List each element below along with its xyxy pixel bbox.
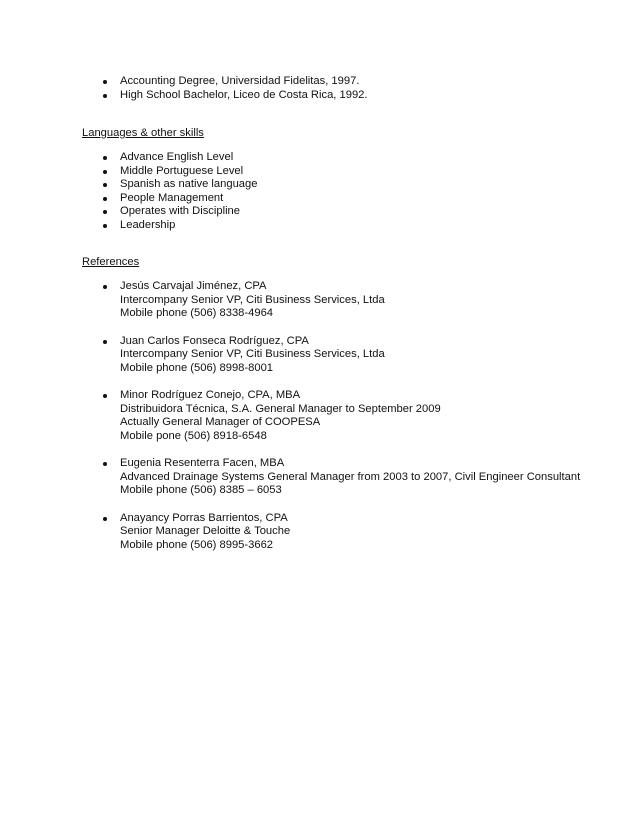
skill-item: Operates with Discipline (101, 205, 257, 219)
reference-phone: Mobile phone (506) 8995-3662 (120, 538, 274, 551)
reference-item (101, 335, 580, 376)
skills-list (101, 151, 257, 232)
reference-phone: Mobile phone (506) 8385 – 6053 (120, 484, 282, 496)
reference-phone: Mobile phone (506) 8338-4964 (120, 307, 274, 319)
skill-item: Leadership (101, 219, 257, 233)
reference-position: Senior Manager Deloitte & Touche (120, 525, 291, 537)
reference-item (101, 280, 580, 321)
reference-phone: Mobile phone (506) 8998-8001 (120, 361, 274, 374)
skill-item: Spanish as native language (101, 178, 257, 192)
reference-name: Anayancy Porras Barrientos, CPA (120, 511, 288, 524)
reference-position: Intercompany Senior VP, Citi Business Services, Ltda (120, 348, 385, 360)
reference-position: Advanced Drainage Systems General Manager from 2003 to 2007, Civil Engineer Consultant (120, 470, 581, 483)
education-item: High School Bachelor, Liceo de Costa Rica, 1992. (101, 89, 368, 103)
reference-position-current: Actually General Manager of COOPESA (120, 416, 321, 428)
reference-position: Intercompany Senior VP, Citi Business Services, Ltda (120, 293, 385, 306)
reference-name: Juan Carlos Fonseca Rodríguez, CPA (120, 334, 309, 347)
skill-item: Middle Portuguese Level (101, 165, 257, 179)
references-heading: References (82, 256, 140, 268)
reference-name: Jesús Carvajal Jiménez, CPA (120, 280, 267, 292)
reference-name: Minor Rodríguez Conejo, CPA, MBA (120, 389, 301, 401)
reference-position: Distribuidora Técnica, S.A. General Manager to September 2009 (120, 402, 441, 415)
references-list (101, 280, 580, 566)
reference-phone: Mobile pone (506) 8918-6548 (120, 429, 267, 442)
reference-item (101, 512, 580, 553)
education-item: Accounting Degree, Universidad Fidelitas, 1997. (101, 75, 368, 89)
skill-item: People Management (101, 192, 257, 206)
languages-heading: Languages & other skills (82, 127, 204, 139)
education-list (101, 75, 368, 102)
reference-item (101, 457, 580, 498)
reference-item (101, 389, 580, 443)
reference-name: Eugenia Resenterra Facen, MBA (120, 457, 285, 469)
skill-item: Advance English Level (101, 151, 257, 165)
